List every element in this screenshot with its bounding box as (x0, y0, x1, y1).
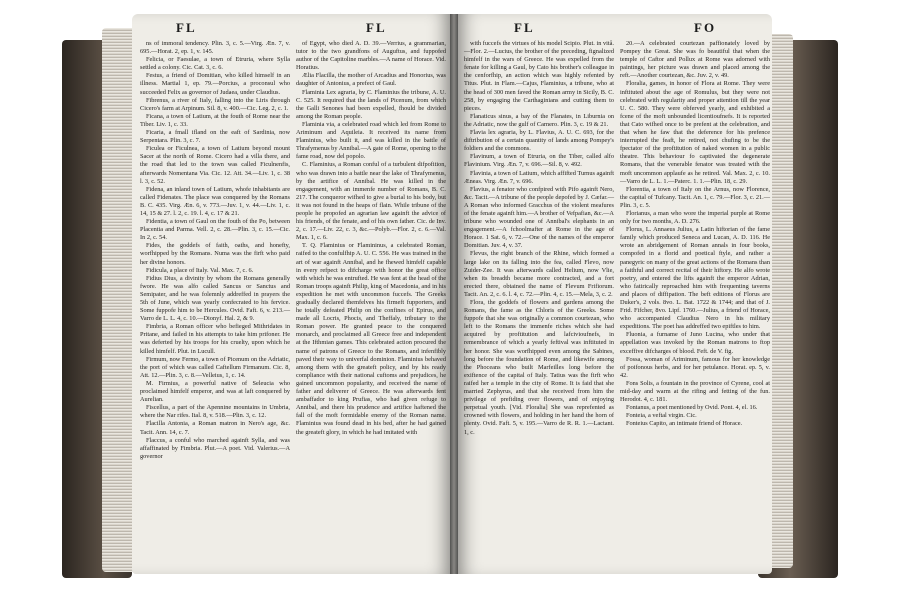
left-page-column-1 (140, 40, 290, 461)
right-page-column-2 (620, 40, 770, 429)
dictionary-entry: Firmum, now Fermo, a town of Picenum on the Adriatic, the port of which was called Caftellum Firmanum. Cic. 8, Att. 12.—Plin. 3, c. 8.—Velleius, 1, c. 14. (140, 355, 290, 379)
dictionary-entry: Fossa, woman of Ariminum, famous for her knowledge of poifonous herbs, and for her petulance. Horat. ep. 5, v. 42. (620, 355, 770, 379)
dictionary-entry: ns of immoral tendency. Plin. 3, c. 5.—Virg. Æn. 7, v. 695.—Horat. 2, ep. 1, v. 145. (140, 40, 290, 56)
dictionary-entry: Flaminia Lex agraria, by C. Flaminius the tribune, A. U. C. 525. It required that the lands of Picenum, from which the Galli Senones had been expelled, fhould be divided among the Roman people. (296, 88, 446, 120)
left-page (132, 14, 454, 574)
dictionary-entry: Flavia lex agraria, by L. Flavius, A. U. C. 693, for the diftribution of a certain quantity of lands among Pompey's foldiers and the commons. (464, 129, 614, 153)
dictionary-entry: Ficaria, a fmall ifland on the eaft of Sardinia, now Serpentara. Plin. 3, c. 7. (140, 129, 290, 145)
dictionary-entry: Fidentia, a town of Gaul on the fouth of the Po, between Placentia and Parma. Vell. 2, c. 28.—Plin. 3, c. 15.—Cic. In 2, c. 54. (140, 218, 290, 242)
dictionary-entry: with fuccefs the virtues of his model Scipio. Plut. in vitâ.—Flor. 2.—Lucius, the brother of the preceding, fignalized himfelf in the wars of Greece. He was expelled from the fenate for killing a Gaul, by Cato his brother's colleague in the cenforfhip, an action which was highly refented by Titus. Plut. in Flam.—Cajus, Flaminius, a tribune, who at the head of 300 men faved the Roman army in Sicily, B. C. 258, by engaging the Carthaginians and cutting them to pieces. (464, 40, 614, 112)
dictionary-entry: Ficana, a town of Latium, at the fouth of Rome near the Tiber. Liv. 1, c. 33. (140, 112, 290, 128)
dictionary-entry: Fimbria, a Roman officer who befieged Mithridates in Pritane, and failed in his attempts to take him prifoner. He was deferted by his troops for his cruelty, upon which he killed himfelf. Plut. in Lucull. (140, 323, 290, 355)
dictionary-entry: M. Firmius, a powerful native of Seleucia who proclaimed himfelf emperor, and was at laft conquered by Aurelian. (140, 379, 290, 404)
dictionary-entry: 20.—A celebrated courtezan paffionately loved by Pompey the Great. She was fo beautiful that when the temple of Caftor and Pollux at Rome was adorned with paintings, her picture was drawn and placed among the reft.—Another courtezan, &c. Juv. 2, v. 49. (620, 40, 770, 80)
left-page-header-left: FL (176, 20, 197, 35)
dictionary-entry: Fonteius Capito, an intimate friend of Horace. (626, 420, 743, 428)
dictionary-entry: Flanaticus sinus, a bay of the Flanates, in Liburnia on the Adriatic, now the gulf of Carnero. Plin. 3, c. 19 & 21. (464, 112, 614, 128)
right-page-header-left: FL (514, 20, 535, 35)
open-book (62, 10, 838, 588)
right-page-column-1 (464, 40, 614, 437)
dictionary-entry: Ælia Flacilla, the mother of Arcadius and Honorius, was daughter of Antonius, a prefect of Gaul. (296, 72, 446, 88)
left-page-header-right: FL (366, 20, 387, 35)
dictionary-entry: Fibrenus, a river of Italy, falling into the Liris through Cicero's farm at Arpinum. Sil. 8, v. 400.—Cic. Leg. 2, c. 1. (140, 96, 290, 112)
dictionary-entry: Flaccus, a conful who marched againft Sylla, and was affaffinated by Fimbria. Plut.—A poet. Vid. Valerius.—A governor (140, 436, 290, 460)
dictionary-entry: T. Q. Flaminius or Flamininus, a celebrated Roman, raifed to the confulfhip A. U. C. 556. He was trained in the art of war againft Annibal, and he fhewed himfelf capable in every refpect to difcharge with honor the great office with which he was entrufted. He was fent at the head of the Roman troops againft Philip, king of Macedonia, and in his expedition he met with uncommon fuccefs. The Greeks gradually declared themfelves his firmeft fupporters, and he totally defeated Philip on the confines of Epirus, and made all Locris, Phocis, and Theffaly, tributary to the Roman power. He granted peace to the conquered monarch, and proclaimed all Greece free and independent at the Ifthmian games. This celebrated action procured the name of patrons of Greece to the Romans, and infenfibly paved their way to univerfal dominion. Flaminius behaved among them with the greateft policy, and by his ready compliance with their national cuftoms and prejudices, he gained uncommon popularity, and received the name of father and deliverer of Greece. He was afterwards fent ambaffador to king Prufias, who had given refuge to Annibal, and there his prudence and artifice haftened the fall of the moft formidable enemy of the Roman name. Flaminius was found dead in his bed, after he had gained the greateft glory, in which he had imitated with (296, 242, 446, 436)
dictionary-entry: Flaminia via, a celebrated road which led from Rome to Ariminum and Aquileia. It received its name from Flaminius, who built it, and was killed in the battle of Thrafymenus by Annibal.—A gate of Rome, opening to the fame road, now del popolo. (296, 120, 446, 161)
dictionary-entry: Fides, the goddefs of faith, oaths, and honefty, worfhipped by the Romans. Numa was the firft who paid her divine honors. (140, 242, 290, 266)
dictionary-entry: Florentia, a town of Italy on the Arnus, now Florence, the capital of Tufcany. Tacit. An. 1, c. 79.—Flor. 3, c. 21.—Plin. 3, c. 5. (620, 185, 770, 209)
right-page (454, 14, 772, 574)
dictionary-entry: Floralia, games, in honor of Flora at Rome. They were inftituted about the age of Romulus, but they were not celebrated with regularity and proper attention till the year U. C. 580. They were obferved yearly, and exhibited a fcene of the moft unbounded licentioufnefs. It is reported that Cato wifhed once to be prefent at the celebration, and that when he faw that the deference for his prefence interrupted the feaft, he retired, not chufing to be the fpectator of the proftitution of naked women in a public theatre. This behaviour fo captivated the degenerate Romans, that the venerable fenator was treated with the moft uncommon applaufe as he retired. Val. Max. 2, c. 10.—Varro de L. L. 1.—Paterc. 1. 1.—Plin. 18, c. 29. (620, 80, 770, 185)
right-page-header-right: FO (694, 20, 717, 35)
dictionary-entry: Flevus, the right branch of the Rhine, which formed a large lake on its falling into the fea, called Flevo, now Zuider-Zee. It was afterwards called Helium, now Vlie, when its breadth became more contracted, and a fort erected there, obtained the name of Flevum Frifiorum. Tacit. An. 2, c. 6. l. 4, c. 72.—Plin. 4, c. 15.—Mela, 3, c. 2. (464, 250, 614, 298)
dictionary-entry: Ficulea or Ficulnea, a town of Latium beyond mount Sacer at the north of Rome. Cicero had a villa there, and the road that led to the town was called Ficulnenfis, afterwards Nomentana Via. Cic. 12. Att. 34.—Liv. 1, c. 38 l. 3, c. 52. (140, 145, 290, 185)
dictionary-entry: Fidius Dius, a divinity by whom the Romans generally fwore. He was alfo called Sancus or Sanctus and Semipater, and he was folemnly addreffed in prayers the 5th of June, which was yearly confecrated to his fervice. Some fuppofe him to be Hercules. Ovid. Faft. 6, v. 213.—Varro de L. L. 4, c. 10.—Dionyf. Hal. 2, & 9. (140, 274, 290, 323)
dictionary-entry: Festus, a friend of Domitian, who killed himself in an illness. Martial 1, ep. 79.—Porcius, a proconsul who succeeded Felix as governor of Judaea, under Claudius. (140, 72, 290, 96)
dictionary-entry: Florianus, a man who wore the imperial purple at Rome only for two months, A. D. 276. (620, 209, 770, 226)
dictionary-entry: Flavinia, a town of Latium, which affifted Turnus againft Æneas. Virg. Æn. 7, v. 696. (464, 169, 614, 185)
dictionary-entry: of Egypt, who died A. D. 39.—Verrius, a grammarian, tutor to the two grandfons of Auguftus, and fuppofed author of the Capitoline marbles.—A name of Horace. Vid. Horatius. (296, 40, 446, 72)
left-page-column-2 (296, 40, 446, 437)
dictionary-entry: Fidicula, a place of Italy. Val. Max. 7, c. 6. (146, 266, 254, 274)
book-gutter (450, 14, 458, 574)
dictionary-entry: Flora, the goddefs of flowers and gardens among the Romans, the fame as the Chloris of the Greeks. Some fuppofe that she was originally a common courtezan, who left to the Romans the immenfe riches which she had acquired by proftitution and lafcivioufnefs, in remembrance of which a yearly feftival was inftituted in her honor. She was worfhipped even among the Sabines, long before the foundation of Rome, and likewife among the Phoceans who built Marfeilles long before the exiftence of the capital of Italy. Tatius was the firft who raifed her a temple in the city of Rome. It is faid that she married Zephyrus, and that she received from him the privilege of prefiding over flowers, and of enjoying perpetual youth. [Vid. Floralia] She was reprefented as crowned with flowers, and holding in her hand the horn of plenty. Ovid. Faft. 5, v. 195.—Varro de R. R. 1.—Lactant. 1, c. (464, 299, 614, 436)
dictionary-entry: Flavinum, a town of Etruria, on the Tiber, called alfo Flavinium. Virg. Æn. 7, v. 696.—Sil. 8, v. 492. (464, 153, 614, 169)
dictionary-entry: Fidena, an inland town of Latium, whofe inhabitants are called Fidenates. The place was conquered by the Romans B. C. 435. Virg. Æn. 6, v. 773.—Juv. 1, v. 44.—Liv. 1, c. 14, 15 & 27. l. 2, c. 19. l. 4, c. 17 & 21. (140, 185, 290, 217)
dictionary-entry: Flavius, a fenator who confpired with Pifo againft Nero, &c. Tacit.—A tribune of the people depofed by J. Cæfar.—A Roman who informed Gracchus of the violent meafures of the fenate againft him.—A brother of Vefpafian, &c.—A tribune who wounded one of Annibal's elephants in an engagement.—A fchoolmafter at Rome in the age of Horace. 1 Sat. 6, v. 72.—One of the names of the emperor Domitian. Juv. 4, v. 37. (464, 185, 614, 250)
dictionary-entry: Fiscellus, a part of the Apennine mountains in Umbria, where the Nar rifes. Ital. 8, v. 518.—Plin. 3, c. 12. (140, 404, 290, 420)
dictionary-entry: Fluonia, a furname of Juno Lucina, who under that appellation was invoked by the Roman matrons to ftop exceffive difcharges of blood. Feft. de V. fig. (620, 331, 770, 355)
dictionary-entry: Fonteia, a veftal virgin. Cic. (626, 412, 697, 420)
dictionary-entry: Felicia, or Faesulae, a town of Etruria, where Sylla settled a colony. Cic. Cat. 3, c. 6. (140, 56, 290, 72)
dictionary-entry: Fontanus, a poet mentioned by Ovid. Pont. 4, el. 16. (626, 404, 758, 412)
dictionary-entry: Fons Solis, a fountain in the province of Cyrene, cool at mid-day and warm at the rifing and fetting of the fun. Herodot. 4, c. 181. (620, 379, 770, 404)
dictionary-entry: Florus, L. Annaeus Julius, a Latin hiftorian of the fame family which produced Seneca and Lucan, A. D. 116. He wrote an abridgement of Roman annals in four books, compofed in a florid and poetical ftyle, and rather a panegyric on many of the great actions of the Romans than a faithful and correct recital of their hiftory. He alfo wrote poetry, and entered the lifts againft the emperor Adrian, who fatirically reproached him with frequenting taverns and places of diffipation. The beft editions of Florus are Duker's, 2 vols. 8vo. L. Bat. 1722 & 1744; and that of J. Frid. Fifcher, 8vo. Lipf. 1760.—Julius, a friend of Horace, who accompanied Claudius Nero in his military expeditions. The poet has addreffed two epiftles to him. (620, 226, 770, 331)
dictionary-entry: C. Flaminius, a Roman conful of a turbulent difpofition, who was drawn into a battle near the lake of Thrafymenus, by the artifice of Annibal. He was killed in the engagement, with an immenfe number of Romans, B. C. 217. The conqueror wifhed to give a burial to his body, but it was not found in the heaps of flain. While tribune of the people he propofed an agrarian law againft the advice of his friends, of the fenate, and of his own father. Cic. de Inv. 2, c. 17.—Liv. 22, c. 3, &c.—Polyb.—Flor. 2, c. 6.—Val. Max. 1, c. 6. (296, 161, 446, 242)
dictionary-entry: Flacilla Antonia, a Roman matron in Nero's age, &c. Tacit. Ann. 14, c. 7. (140, 420, 290, 436)
